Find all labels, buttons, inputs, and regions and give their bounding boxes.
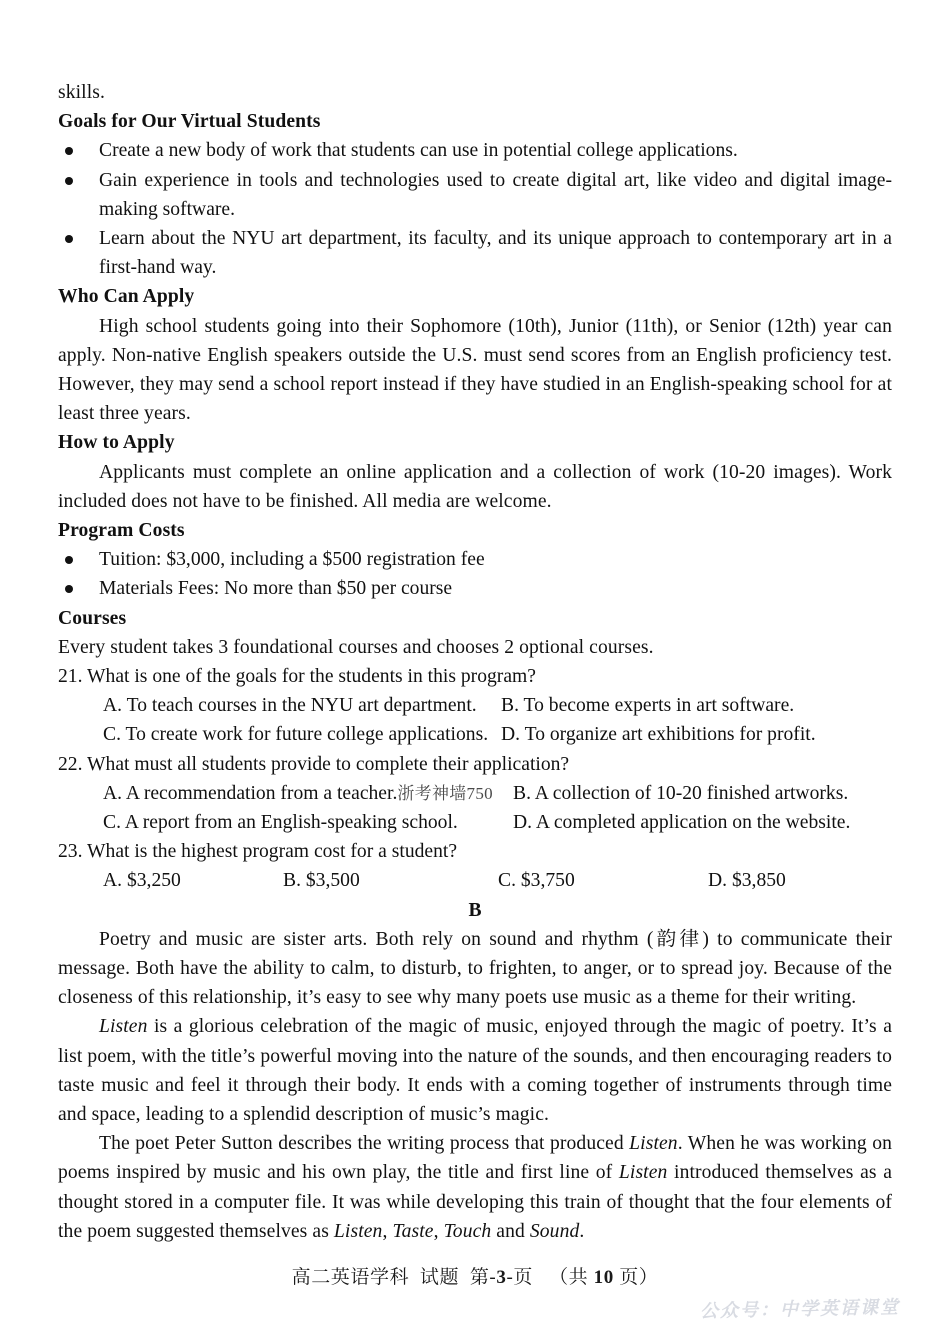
list-item xyxy=(58,166,892,224)
bullet-dot-icon xyxy=(65,177,73,185)
program-costs-list xyxy=(58,545,892,603)
paragraph-3-text-a: The poet Peter Sutton describes the writing process that produced xyxy=(99,1133,630,1155)
courses-body: Every student takes 3 foundational courses and chooses 2 optional courses. xyxy=(58,636,654,658)
question-22-option-c[interactable]: C. A report from an English-speaking school. xyxy=(103,812,458,834)
list-item xyxy=(58,224,892,282)
question-22-option-b[interactable]: B. A collection of 10-20 finished artworks. xyxy=(513,782,849,804)
bullet-dot-icon xyxy=(65,147,73,155)
page-footer xyxy=(0,1262,950,1289)
program-costs-heading: Program Costs xyxy=(58,520,185,542)
poem-element-touch: Touch xyxy=(443,1220,492,1242)
paragraph-1-text-a: Poetry and music are sister arts. Both rely on sound and rhythm ( xyxy=(99,928,654,950)
section-b-paragraph-2 xyxy=(58,1012,892,1129)
question-21-stem: 21. What is one of the goals for the students in this program? xyxy=(58,666,536,688)
poem-element-sound: Sound xyxy=(529,1220,580,1242)
question-23-stem: 23. What is the highest program cost for a student? xyxy=(58,841,458,863)
footer-subject: 高二英语学科 xyxy=(291,1267,410,1288)
how-to-apply-heading: How to Apply xyxy=(58,432,175,454)
bullet-dot-icon xyxy=(65,585,73,593)
footer-total-pages: 10 xyxy=(593,1267,614,1288)
question-21-option-a[interactable]: A. To teach courses in the NYU art department. xyxy=(103,695,477,717)
inline-watermark: 浙考神墙750 xyxy=(397,783,493,803)
list-item xyxy=(58,136,892,165)
question-23-option-d[interactable]: D. $3,850 xyxy=(708,870,786,892)
footer-total-open: （共 xyxy=(549,1267,589,1288)
poem-title-listen: Listen xyxy=(99,1016,148,1038)
question-21-options-row-2 xyxy=(58,720,892,749)
goals-bullet-list xyxy=(58,136,892,282)
list-item-text: Materials Fees: No more than $50 per course xyxy=(99,578,453,600)
question-21-option-d[interactable]: D. To organize art exhibitions for profit. xyxy=(501,724,816,746)
question-22-option-a-text: A. A recommendation from a teacher. xyxy=(103,782,398,804)
footer-page-prefix: 第- xyxy=(469,1267,497,1288)
continuation-fragment: skills. xyxy=(58,82,105,103)
poem-element-taste: Taste xyxy=(392,1220,434,1242)
question-22-options-row-2 xyxy=(58,808,892,837)
corner-watermark: 公众号：中学英语课堂 xyxy=(699,1296,901,1322)
paragraph-1-text-b: ) to communicate their message. Both have the ability to calm, to disturb, to frighten, to anger, or to spread joy. Because of the closeness of this relationship, it’s easy to see why many poets use music as a theme for their writing. xyxy=(58,928,892,1009)
bullet-dot-icon xyxy=(65,235,73,243)
question-22-option-d[interactable]: D. A completed application on the website. xyxy=(513,812,851,834)
courses-heading: Courses xyxy=(58,607,127,629)
list-item-text: Gain experience in tools and technologies used to create digital art, like video and digital image-making software. xyxy=(99,169,892,220)
list-item-text: Create a new body of work that students can use in potential college applications. xyxy=(99,140,738,162)
question-22-stem: 22. What must all students provide to complete their application? xyxy=(58,753,570,775)
poem-title-listen: Listen xyxy=(618,1162,668,1184)
question-23-option-a[interactable]: A. $3,250 xyxy=(103,870,181,892)
footer-page-suffix: -页 xyxy=(506,1267,533,1288)
section-b-letter: B xyxy=(468,899,482,921)
footer-type: 试题 xyxy=(419,1267,460,1288)
paragraph-2-text: is a glorious celebration of the magic of music, enjoyed through the magic of poetry. It’s a list poem, with the title’s powerful moving into the nature of the sounds, and then encouraging readers to taste music and feel it through their body. It ends with a coming together of instruments through time and space, leading to a splendid description of music’s magic. xyxy=(58,1016,892,1126)
section-b-paragraph-1 xyxy=(58,925,892,1013)
bullet-dot-icon xyxy=(65,556,73,564)
paragraph-3-end: . xyxy=(579,1220,585,1242)
question-23-options-row xyxy=(58,866,892,895)
how-to-apply-body: Applicants must complete an online application and a collection of work (10-20 images). Work included does not have to be finished. All media are welcome. xyxy=(58,461,892,512)
list-item-text: Tuition: $3,000, including a $500 registration fee xyxy=(99,549,485,571)
rhythm-chinese-gloss: 韵律 xyxy=(653,928,703,950)
footer-total-close: 页） xyxy=(619,1267,659,1288)
question-23-option-b[interactable]: B. $3,500 xyxy=(283,870,360,892)
who-can-apply-heading: Who Can Apply xyxy=(58,286,195,308)
who-can-apply-body: High school students going into their Sophomore (10th), Junior (11th), or Senior (12th) year can apply. Non-native English speakers outside the U.S. must send scores from an English proficiency test. However, they may send a school report instead if they have studied in an English-speaking school for at least three years. xyxy=(58,315,892,425)
question-21-option-c[interactable]: C. To create work for future college applications. xyxy=(103,724,489,746)
question-22-option-a[interactable] xyxy=(103,779,493,808)
question-21-options-row-1 xyxy=(58,691,892,720)
section-b-paragraph-3 xyxy=(58,1129,892,1246)
paragraph-3-sep-2: , xyxy=(433,1220,444,1242)
list-item xyxy=(58,545,892,574)
goals-heading: Goals for Our Virtual Students xyxy=(58,111,321,133)
paragraph-3-text-b: . When he was working on poems inspired by music and his own play, the title and first line of xyxy=(58,1133,893,1184)
question-23-option-c[interactable]: C. $3,750 xyxy=(498,870,575,892)
question-21-option-b[interactable]: B. To become experts in art software. xyxy=(501,695,795,717)
list-item xyxy=(58,574,892,603)
footer-page-number: 3 xyxy=(496,1267,507,1288)
poem-title-listen: Listen xyxy=(629,1133,678,1155)
paragraph-3-sep-1: , xyxy=(382,1220,393,1242)
paragraph-3-text-c: introduced themselves as a thought stored in a computer file. It was while developing this train of thought that the four elements of the poem suggested themselves as xyxy=(58,1162,892,1242)
question-22-options-row-1 xyxy=(58,779,892,808)
list-item-text: Learn about the NYU art department, its faculty, and its unique approach to contemporary art in a first-hand way. xyxy=(99,228,892,279)
poem-element-listen: Listen xyxy=(333,1220,383,1242)
paragraph-3-sep-3: and xyxy=(491,1220,530,1242)
